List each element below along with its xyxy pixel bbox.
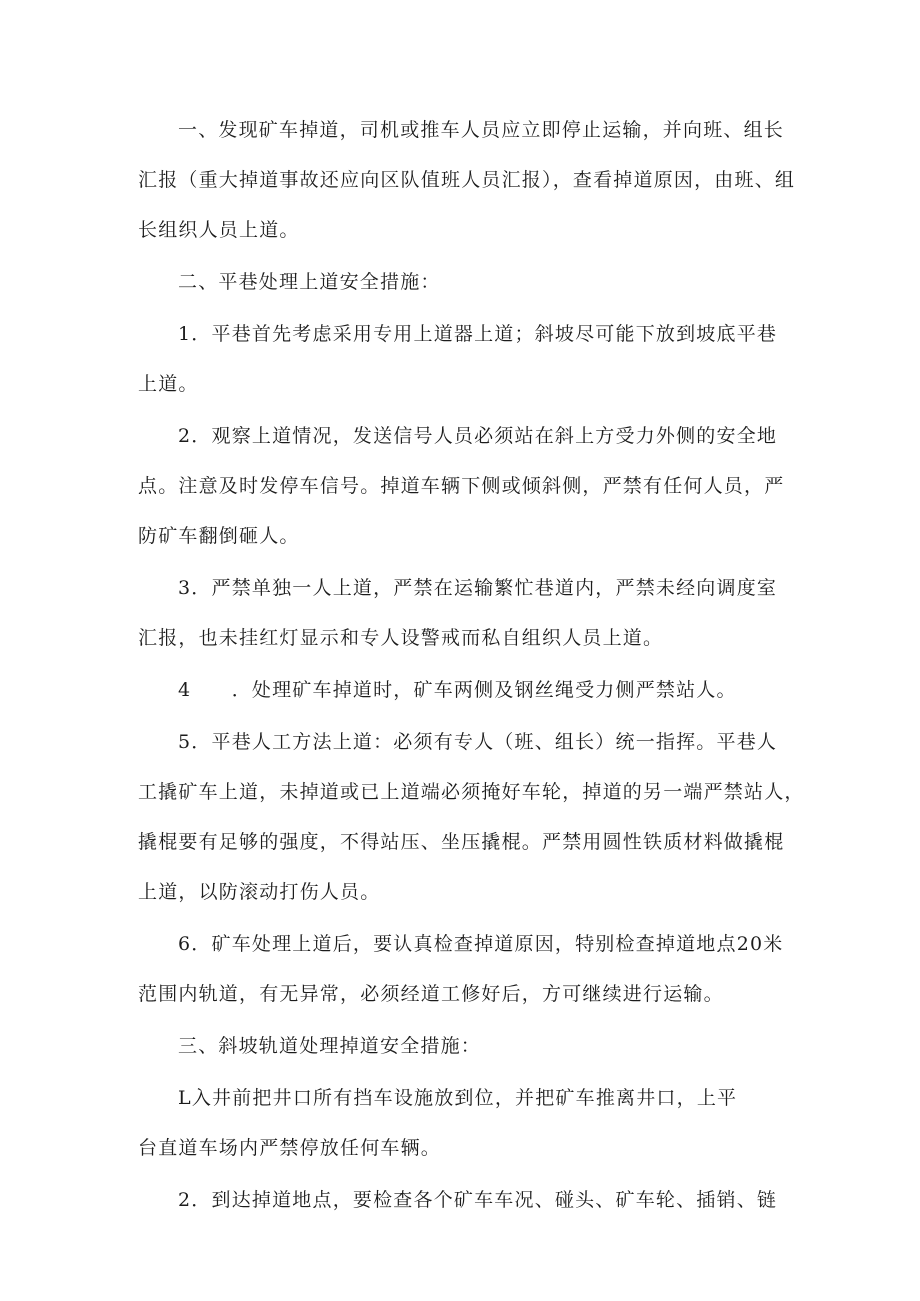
item-5-line-3: 撬棍要有足够的强度，不得站压、坐压撬棍。严禁用圆性铁质材料做撬棍 (138, 831, 785, 853)
item-6-line-1: 6．矿车处理上道后，要认真检查掉道原因，特别检查掉道地点20米 (178, 933, 784, 955)
para-1-line-1: 一、发现矿车掉道，司机或推车人员应立即停止运输，并向班、组长 (178, 119, 785, 141)
slope-item-2-line-1: 2．到达掉道地点，要检查各个矿车车况、碰头、矿车轮、插销、链 (178, 1189, 778, 1211)
slope-item-1-line-2: 台直道车场内严禁停放任何车辆。 (138, 1137, 442, 1159)
item-1-line-1: 1．平巷首先考虑采用专用上道器上道；斜坡尽可能下放到坡底平巷 (178, 323, 778, 345)
para-1-line-3: 长组织人员上道。 (138, 219, 300, 241)
item-5-line-1: 5．平巷人工方法上道：必须有专人（班、组长）统一指挥。平巷人 (178, 731, 778, 753)
slope-item-1-line-1: L入井前把井口所有挡车设施放到位，并把矿车推离井口，上平 (178, 1087, 738, 1109)
item-1-line-2: 上道。 (138, 373, 199, 395)
item-2-line-1: 2．观察上道情况，发送信号人员必须站在斜上方受力外侧的安全地 (178, 425, 778, 447)
section-3-heading: 三、斜坡轨道处理掉道安全措施： (178, 1035, 482, 1057)
item-3-line-1: 3．严禁单独一人上道，严禁在运输繁忙巷道内，严禁未经向调度室 (178, 577, 778, 599)
item-5-line-2: 工撬矿车上道，未掉道或已上道端必须掩好车轮，掉道的另一端严禁站人， (138, 781, 805, 803)
item-2-line-3: 防矿车翻倒砸人。 (138, 525, 300, 547)
item-6-line-2: 范围内轨道，有无异常，必须经道工修好后，方可继续进行运输。 (138, 983, 724, 1005)
item-2-line-2: 点。注意及时发停车信号。掉道车辆下侧或倾斜侧，严禁有任何人员，严 (138, 475, 785, 497)
item-4-line-1: 4 ．处理矿车掉道时，矿车两侧及钢丝绳受力侧严禁站人。 (178, 679, 737, 701)
item-5-line-4: 上道，以防滚动打伤人员。 (138, 881, 381, 903)
item-3-line-2: 汇报，也未挂红灯显示和专人设警戒而私自组织人员上道。 (138, 627, 664, 649)
section-2-heading: 二、平巷处理上道安全措施： (178, 271, 441, 293)
para-1-line-2: 汇报（重大掉道事故还应向区队值班人员汇报），查看掉道原因，由班、组 (138, 169, 796, 191)
